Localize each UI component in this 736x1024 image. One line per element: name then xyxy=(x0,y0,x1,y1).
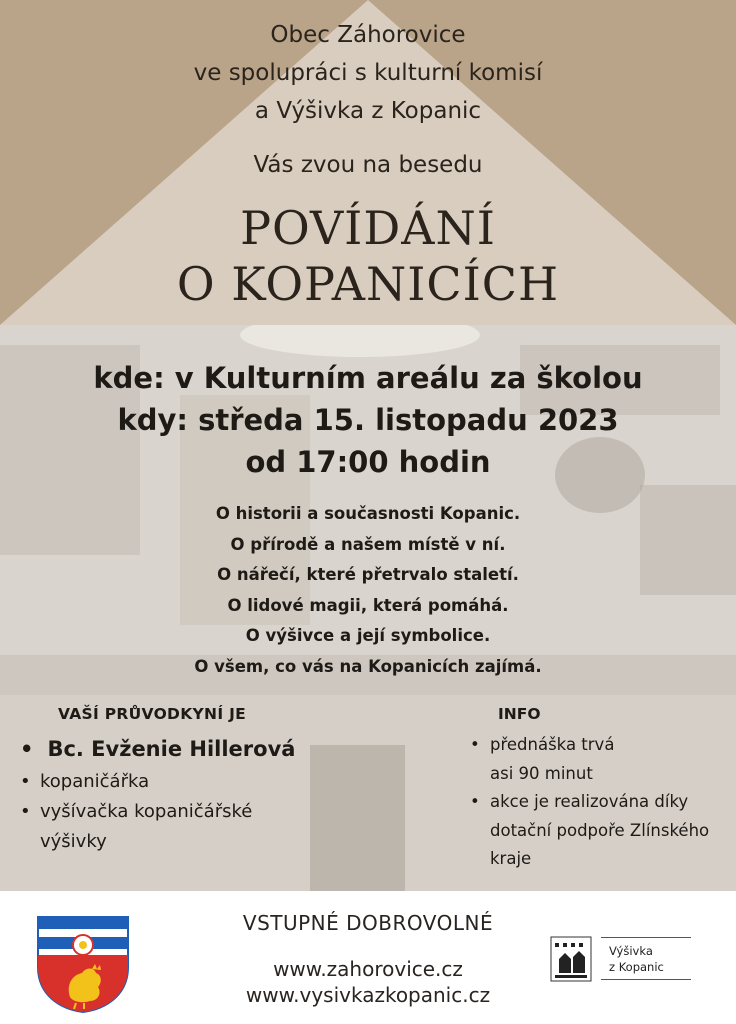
website-link-zahorovice[interactable]: www.zahorovice.cz xyxy=(273,957,463,981)
event-info xyxy=(0,357,736,483)
topic-item: O výšivce a její symbolice. xyxy=(245,626,491,645)
topics-list xyxy=(0,499,736,682)
topic-item: O lidové magii, která pomáhá. xyxy=(227,595,509,615)
event-time: od 17:00 hodin xyxy=(245,445,491,479)
guide-block xyxy=(20,705,460,857)
info-heading: INFO xyxy=(498,705,541,723)
org-line-2: ve spolupráci s kulturní komisí xyxy=(193,60,543,86)
logo-divider xyxy=(601,937,691,938)
event-where: kde: v Kulturním areálu za školou xyxy=(93,361,643,395)
event-when: kdy: středa 15. listopadu 2023 xyxy=(117,403,619,437)
info-list xyxy=(470,731,730,874)
logo-divider xyxy=(601,979,691,980)
vysivka-logo xyxy=(549,935,699,983)
flower-icon xyxy=(73,935,93,955)
org-line-3: a Výšivka z Kopanic xyxy=(254,98,482,124)
title-line-1: POVÍDÁNÍ xyxy=(240,201,496,255)
guide-list xyxy=(20,767,460,857)
website-link-vysivka[interactable]: www.vysivkazkopanic.cz xyxy=(245,983,491,1007)
details-section xyxy=(0,325,736,891)
info-item: • přednáška trvá asi 90 minut xyxy=(470,731,630,788)
info-item: • akce je realizována díky dotační podpoře Zlínského kraje xyxy=(470,788,720,874)
logo-text-line-2: z Kopanic xyxy=(609,960,664,974)
topic-item: O všem, co vás na Kopanicích zajímá. xyxy=(194,656,542,676)
title-line-2: O KOPANICÍCH xyxy=(176,257,560,311)
embroidery-logo-icon xyxy=(549,935,593,983)
topic-item: O historii a současnosti Kopanic. xyxy=(215,504,521,523)
logo-text-line-1: Výšivka xyxy=(609,944,653,958)
event-title xyxy=(0,200,736,312)
guide-item: • kopaničářka xyxy=(20,767,460,797)
topic-item: O nářečí, které přetrvalo staletí. xyxy=(217,565,519,584)
guide-heading: VAŠÍ PRŮVODKYNÍ JE xyxy=(58,705,247,723)
header-section xyxy=(0,0,736,325)
guide-name xyxy=(20,737,460,761)
organizers xyxy=(0,16,736,130)
org-line-1: Obec Záhorovice xyxy=(270,22,466,48)
topic-item: O přírodě a našem místě v ní. xyxy=(230,534,506,554)
guide-name-text: Bc. Evženie Hillerová xyxy=(47,737,296,761)
admission-text: VSTUPNÉ DOBROVOLNÉ xyxy=(242,911,494,935)
invite-line: Vás zvou na besedu xyxy=(253,152,483,178)
info-block xyxy=(470,705,730,874)
guide-item: • vyšívačka kopaničářské výšivky xyxy=(20,797,320,857)
